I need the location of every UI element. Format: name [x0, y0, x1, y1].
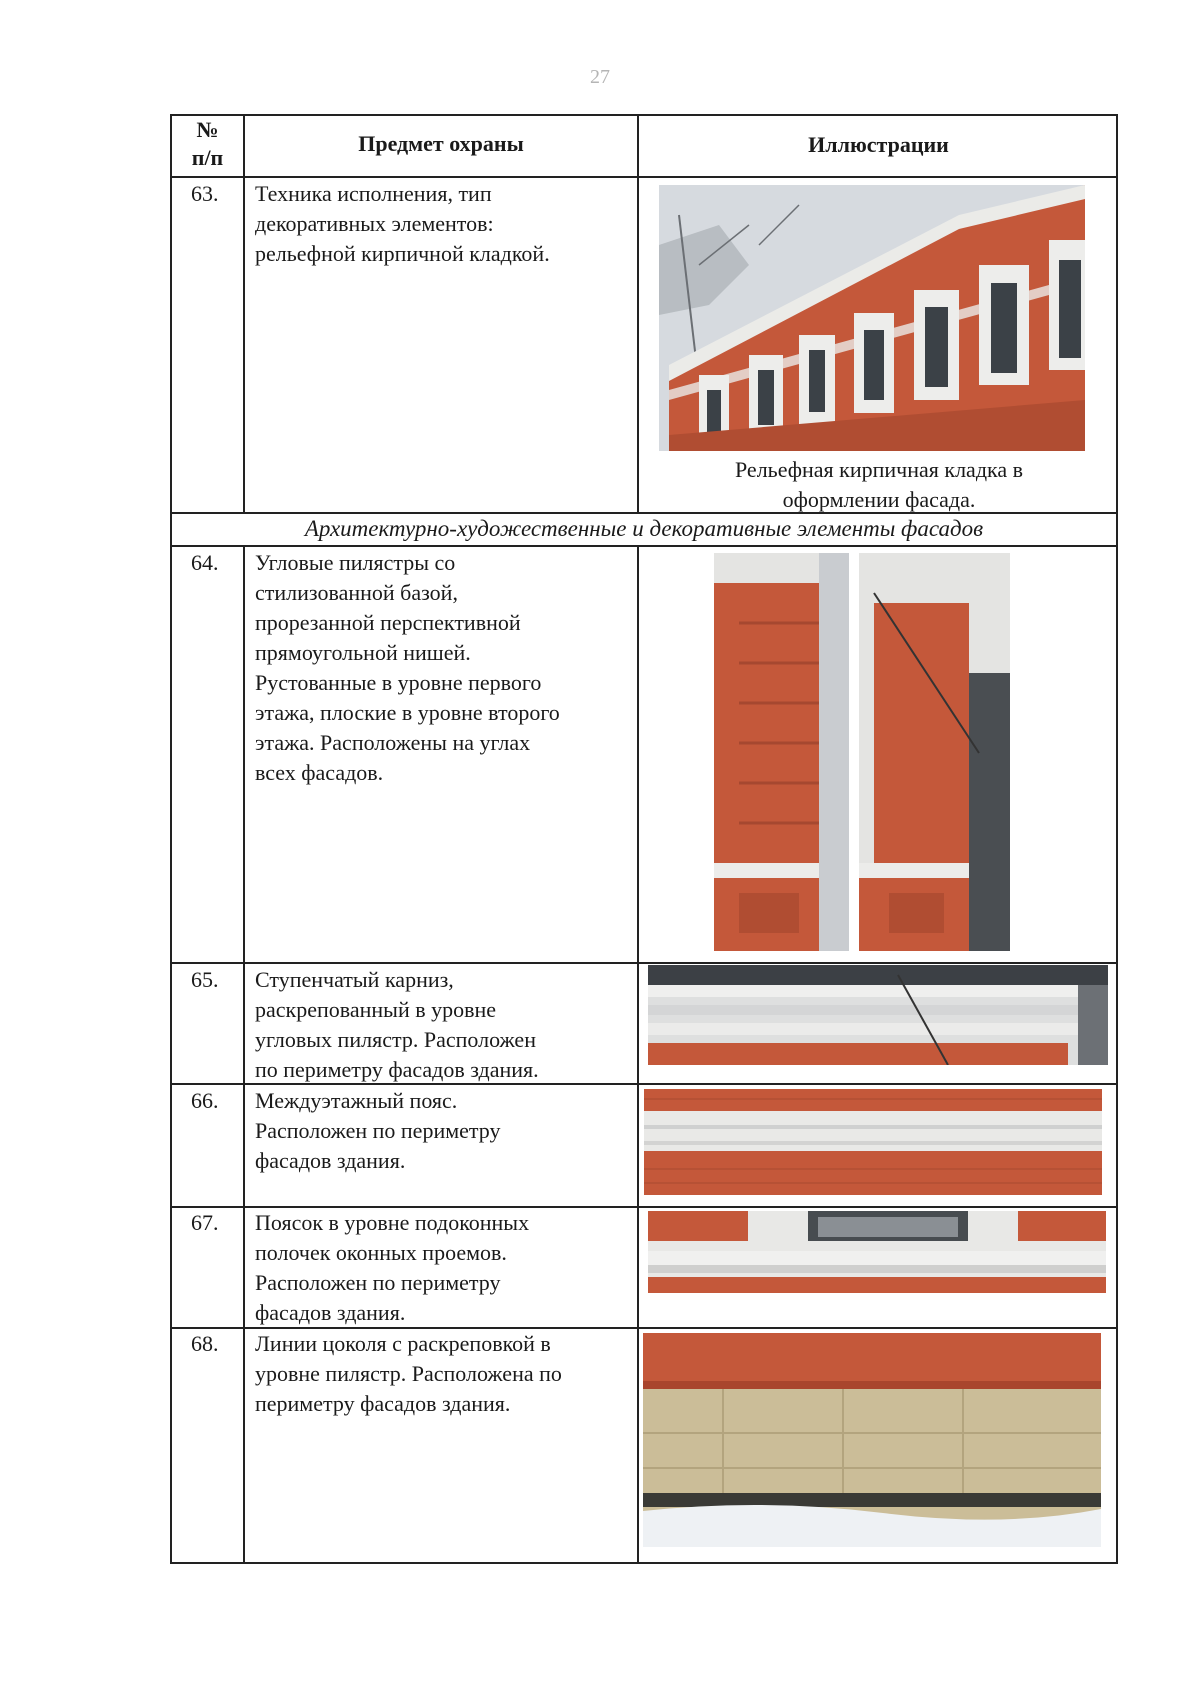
row-64-line: Рустованные в уровне первого: [255, 670, 542, 695]
header-num: [172, 116, 243, 172]
row-64-line: этажа. Расположены на углах: [255, 730, 531, 755]
row-63-caption: [640, 455, 1118, 515]
section-title: Архитектурно-художественные и декоративные элементы фасадов: [304, 516, 984, 541]
corner-pilasters-photo: [714, 553, 1010, 951]
row-67-line: Поясок в уровне подоконных: [255, 1210, 530, 1235]
row-64-number: 64.: [191, 550, 219, 575]
row-66-line: фасадов здания.: [255, 1148, 406, 1173]
row-65-text: [255, 965, 635, 1085]
row-64-line: стилизованной базой,: [255, 580, 458, 605]
row-64-line: этажа, плоские в уровне второго: [255, 700, 560, 725]
row-65-line: Ступенчатый карниз,: [255, 967, 454, 992]
row-line-header: [170, 176, 1118, 178]
row-67-text: [255, 1208, 635, 1328]
row-65-line: угловых пилястр. Расположен: [255, 1027, 536, 1052]
interfloor-belt-photo: [644, 1089, 1102, 1195]
facade-brickwork-photo: [659, 185, 1085, 451]
row-68-line: Линии цоколя с раскреповкой в: [255, 1331, 551, 1356]
header-subject: Предмет охраны: [358, 131, 524, 156]
row-66-line: Расположен по периметру: [255, 1118, 501, 1143]
header-illustrations: Иллюстрации: [808, 132, 949, 157]
row-63-line: декоративных элементов:: [255, 211, 494, 236]
stepped-cornice-photo: [648, 965, 1108, 1065]
row-64-line: Угловые пилястры со: [255, 550, 456, 575]
row-63-caption-line: оформлении фасада.: [782, 487, 976, 512]
row-line-section: [170, 545, 1118, 547]
row-64-line: всех фасадов.: [255, 760, 384, 785]
col-divider-2b: [637, 546, 639, 1564]
row-63-line: рельефной кирпичной кладкой.: [255, 241, 550, 266]
row-67-number: 67.: [191, 1210, 219, 1235]
row-68-line: уровне пилястр. Расположена по: [255, 1361, 562, 1386]
row-63-caption-line: Рельефная кирпичная кладка в: [734, 457, 1024, 482]
row-67-line: фасадов здания.: [255, 1300, 406, 1325]
row-66-number: 66.: [191, 1088, 219, 1113]
row-66-line: Междуэтажный пояс.: [255, 1088, 458, 1113]
header-num-line-1: №: [196, 117, 219, 142]
plinth-line-photo: [643, 1333, 1101, 1547]
row-64-line: прямоугольной нишей.: [255, 640, 471, 665]
row-68-line: периметру фасадов здания.: [255, 1391, 511, 1416]
row-68-number: 68.: [191, 1331, 219, 1356]
col-divider-1b: [243, 546, 245, 1564]
row-63-line: Техника исполнения, тип: [255, 181, 492, 206]
page-number: 27: [590, 66, 610, 88]
row-63-number: 63.: [191, 181, 219, 206]
header-num-line-2: п/п: [191, 145, 224, 170]
row-67-line: Расположен по периметру: [255, 1270, 501, 1295]
sill-belt-photo: [648, 1211, 1106, 1293]
row-65-line: раскрепованный в уровне: [255, 997, 497, 1022]
row-68-text: [255, 1329, 635, 1419]
row-line-64: [170, 962, 1118, 964]
row-64-line: прорезанной перспективной: [255, 610, 521, 635]
row-65-number: 65.: [191, 967, 219, 992]
row-67-line: полочек оконных проемов.: [255, 1240, 507, 1265]
row-65-line: по периметру фасадов здания.: [255, 1057, 539, 1082]
row-66-text: [255, 1086, 635, 1176]
row-63-text: [255, 179, 635, 269]
col-divider-2: [637, 114, 639, 514]
col-divider-1: [243, 114, 245, 514]
row-64-text: [255, 548, 635, 788]
